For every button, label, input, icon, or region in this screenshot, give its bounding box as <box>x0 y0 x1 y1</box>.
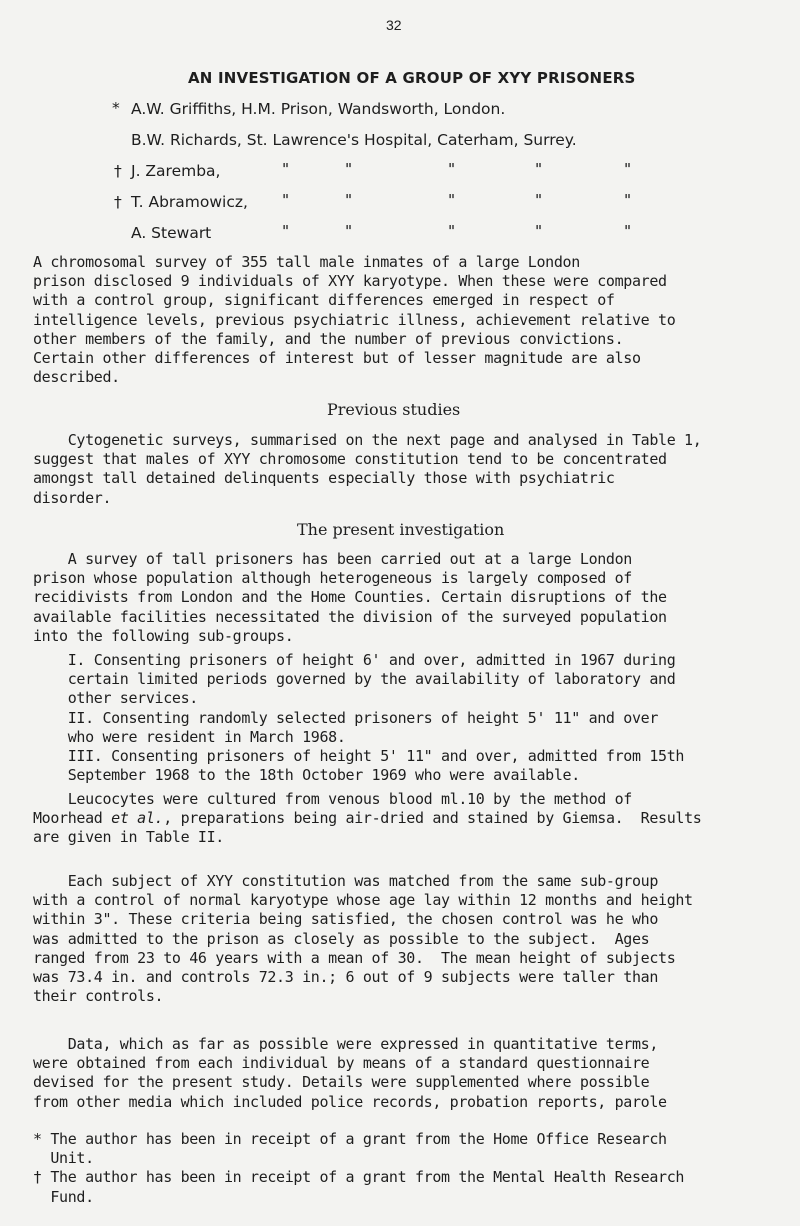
ditto-mark: " <box>282 222 290 240</box>
present-investigation-intro <box>33 550 793 646</box>
author-mark-4: † <box>114 193 122 211</box>
paragraph-line: Cytogenetic surveys, summarised on the next page and analysed in Table 1, <box>33 431 702 449</box>
ditto-mark: " <box>624 160 632 178</box>
subgroup-line: I. Consenting prisoners of height 6' and over, admitted in 1967 during <box>33 651 676 669</box>
footnote-line: Unit. <box>33 1149 94 1168</box>
paragraph-line: with a control of normal karyotype whose age lay within 12 months and height <box>33 891 693 910</box>
paragraph-line: Each subject of XYY constitution was matched from the same sub-group <box>33 872 659 890</box>
ditto-mark: " <box>624 222 632 240</box>
abstract-line: other members of the family, and the number of previous convictions. <box>33 329 624 348</box>
previous-studies-paragraph <box>33 431 793 508</box>
paragraph-line: their controls. <box>33 987 164 1006</box>
abstract-line: intelligence levels, previous psychiatric illness, achievement relative to <box>33 310 676 329</box>
paragraph-line: from other media which included police records, probation reports, parole <box>33 1092 667 1111</box>
paragraph-line: are given in Table II. <box>33 828 224 847</box>
author-4: T. Abramowicz, <box>131 193 248 211</box>
paragraph-line: into the following sub-groups. <box>33 626 294 645</box>
subgroup-line: who were resident in March 1968. <box>33 727 346 746</box>
paragraph-line: prison whose population although heterogeneous is largely composed of <box>33 569 632 588</box>
text-run: , preparations being air-dried and stained by Giemsa. Results <box>163 809 702 828</box>
ditto-mark: " <box>448 160 456 178</box>
author-5: A. Stewart <box>131 224 212 242</box>
section-heading-previous-studies: Previous studies <box>327 400 461 419</box>
paragraph-line: Data, which as far as possible were expressed in quantitative terms, <box>33 1035 659 1053</box>
abstract-line: with a control group, significant differences emerged in respect of <box>33 291 615 310</box>
footnote-line: Fund. <box>33 1187 94 1206</box>
subgroup-line: II. Consenting randomly selected prisoners of height 5' 11" and over <box>33 708 659 727</box>
subgroup-list <box>33 651 793 785</box>
paragraph-line: A survey of tall prisoners has been carried out at a large London <box>33 550 632 568</box>
paragraph-line: amongst tall detained delinquents especially those with psychiatric <box>33 469 615 488</box>
subgroup-line: September 1968 to the 18th October 1969 who were available. <box>33 766 580 785</box>
abstract-line: prison disclosed 9 individuals of XYY karyotype. When these were compared <box>33 272 667 291</box>
subgroup-line: certain limited periods governed by the availability of laboratory and <box>33 670 676 689</box>
paragraph-line: disorder. <box>33 488 112 507</box>
footnote-line: † The author has been in receipt of a grant from the Mental Health Research <box>33 1168 685 1187</box>
ditto-mark: " <box>535 191 543 209</box>
paragraph-line: was 73.4 in. and controls 72.3 in.; 6 out of 9 subjects were taller than <box>33 967 659 986</box>
paragraph-line: was admitted to the prison as closely as possible to the subject. Ages <box>33 929 650 948</box>
citation-et-al: et al. <box>111 809 164 828</box>
ditto-mark: " <box>282 191 290 209</box>
ditto-mark: " <box>282 160 290 178</box>
paragraph-line: within 3". These criteria being satisfied, the chosen control was he who <box>33 910 659 929</box>
page-number: 32 <box>386 17 402 33</box>
paragraph-line: suggest that males of XYY chromosome constitution tend to be concentrated <box>33 450 667 469</box>
author-1: A.W. Griffiths, H.M. Prison, Wandsworth, London. <box>131 100 506 118</box>
author-3: J. Zaremba, <box>131 162 221 180</box>
ditto-mark: " <box>448 191 456 209</box>
text-run: Moorhead <box>33 809 112 828</box>
paragraph-line: were obtained from each individual by means of a standard questionnaire <box>33 1054 650 1073</box>
author-2: B.W. Richards, St. Lawrence's Hospital, Caterham, Surrey. <box>131 131 577 149</box>
paragraph-line: recidivists from London and the Home Counties. Certain disruptions of the <box>33 588 667 607</box>
abstract-line: described. <box>33 368 120 387</box>
paragraph-line: available facilities necessitated the division of the surveyed population <box>33 607 667 626</box>
paragraph-line: devised for the present study. Details were supplemented where possible <box>33 1073 650 1092</box>
abstract-line: Certain other differences of interest but of lesser magnitude are also <box>33 348 641 367</box>
author-mark-1: * <box>112 99 120 117</box>
paragraph-line: ranged from 23 to 46 years with a mean of 30. The mean height of subjects <box>33 948 676 967</box>
ditto-mark: " <box>345 222 353 240</box>
ditto-mark: " <box>345 160 353 178</box>
matching-paragraph <box>33 872 793 1006</box>
subgroup-line: III. Consenting prisoners of height 5' 11" and over, admitted from 15th <box>33 746 685 765</box>
author-mark-3: † <box>114 162 122 180</box>
method-paragraph <box>33 790 793 848</box>
section-heading-present-investigation: The present investigation <box>297 520 505 539</box>
paragraph-line: Leucocytes were cultured from venous blood ml.10 by the method of <box>33 790 632 808</box>
data-paragraph <box>33 1035 793 1112</box>
footnotes <box>33 1130 793 1207</box>
abstract <box>33 253 793 387</box>
subgroup-line: other services. <box>33 689 198 708</box>
footnote-line: * The author has been in receipt of a grant from the Home Office Research <box>33 1130 667 1148</box>
paper-title: AN INVESTIGATION OF A GROUP OF XYY PRISONERS <box>188 69 636 87</box>
ditto-mark: " <box>535 222 543 240</box>
ditto-mark: " <box>345 191 353 209</box>
ditto-mark: " <box>624 191 632 209</box>
paragraph-line <box>33 809 793 828</box>
ditto-mark: " <box>535 160 543 178</box>
ditto-mark: " <box>448 222 456 240</box>
abstract-line: A chromosomal survey of 355 tall male inmates of a large London <box>33 253 580 271</box>
